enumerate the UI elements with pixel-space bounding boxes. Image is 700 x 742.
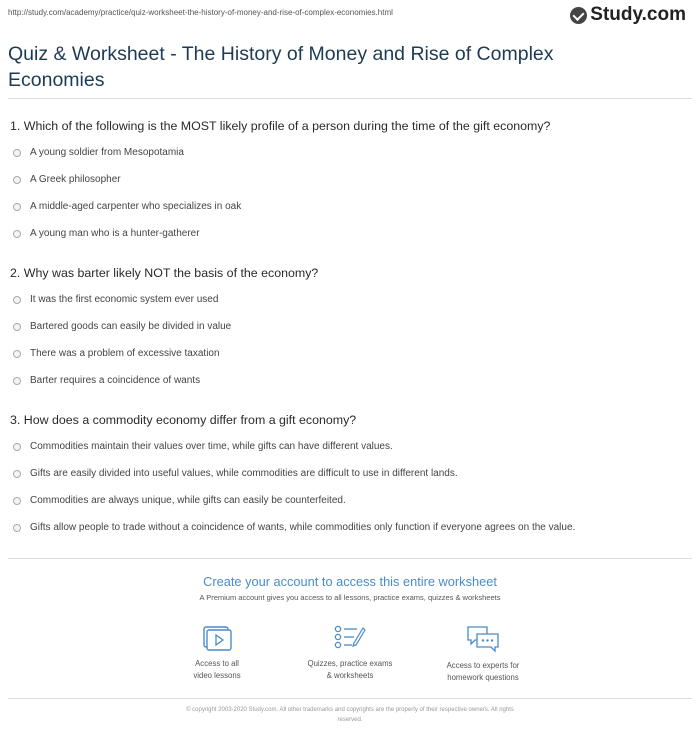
quiz-icon <box>333 624 367 652</box>
copyright-footer: © copyright 2003-2020 Study.com. All other trademarks and copyrights are the property of their respective owners. All rights reserved. <box>186 707 514 723</box>
chat-icon <box>465 624 501 654</box>
radio-icon[interactable] <box>13 149 21 157</box>
radio-icon[interactable] <box>13 323 21 331</box>
radio-icon[interactable] <box>13 350 21 358</box>
feature-label: & worksheets <box>326 671 374 680</box>
question-1: 1. Which of the following is the MOST likely profile of a person during the time of the gift economy? <box>10 119 551 133</box>
promo-subtitle: A Premium account gives you access to all lessons, practice exams, quizzes & worksheets <box>199 593 501 602</box>
option-3d[interactable]: Gifts allow people to trade without a coincidence of wants, while commodities only function if everyone agrees on the value. <box>13 522 575 533</box>
create-account-link[interactable]: Create your account to access this entire worksheet <box>203 574 497 589</box>
feature-quiz <box>290 624 410 682</box>
radio-icon[interactable] <box>13 377 21 385</box>
feature-label: video lessons <box>193 671 241 680</box>
radio-icon[interactable] <box>13 443 21 451</box>
study-logo[interactable] <box>570 4 686 26</box>
radio-icon[interactable] <box>13 230 21 238</box>
radio-icon[interactable] <box>13 296 21 304</box>
feature-label: Quizzes, practice exams <box>307 659 393 668</box>
feature-label: Access to all <box>195 659 239 668</box>
option-1c[interactable]: A middle-aged carpenter who specializes in oak <box>13 201 241 212</box>
page-url: http://study.com/academy/practice/quiz-worksheet-the-history-of-money-and-rise-of-complex-economies.html <box>8 8 393 17</box>
radio-icon[interactable] <box>13 497 21 505</box>
divider <box>8 98 692 99</box>
feature-label: Access to experts for <box>446 661 520 670</box>
question-2: 2. Why was barter likely NOT the basis of the economy? <box>10 266 319 280</box>
question-3: 3. How does a commodity economy differ from a gift economy? <box>10 413 357 427</box>
option-2b[interactable]: Bartered goods can easily be divided in value <box>13 321 231 332</box>
option-1d[interactable]: A young man who is a hunter-gatherer <box>13 228 200 239</box>
feature-experts <box>423 624 543 684</box>
divider <box>8 558 692 559</box>
feature-video <box>157 624 277 682</box>
radio-icon[interactable] <box>13 176 21 184</box>
option-2a[interactable]: It was the first economic system ever used <box>13 294 218 305</box>
option-3c[interactable]: Commodities are always unique, while gifts can easily be counterfeited. <box>13 495 346 506</box>
page-title: Quiz & Worksheet - The History of Money and Rise of Complex Economies <box>8 43 554 91</box>
radio-icon[interactable] <box>13 203 21 211</box>
option-2c[interactable]: There was a problem of excessive taxation <box>13 348 220 359</box>
radio-icon[interactable] <box>13 470 21 478</box>
video-icon <box>201 624 233 652</box>
option-3a[interactable]: Commodities maintain their values over time, while gifts can have different values. <box>13 441 393 452</box>
option-2d[interactable]: Barter requires a coincidence of wants <box>13 375 200 386</box>
radio-icon[interactable] <box>13 524 21 532</box>
divider <box>8 698 692 699</box>
option-3b[interactable]: Gifts are easily divided into useful values, while commodities are difficult to use in different lands. <box>13 468 458 479</box>
option-1b[interactable]: A Greek philosopher <box>13 174 121 185</box>
option-1a[interactable]: A young soldier from Mesopotamia <box>13 147 184 158</box>
feature-label: homework questions <box>447 673 519 682</box>
study-logo-icon <box>570 7 587 24</box>
study-logo-text: Study.com <box>590 4 686 25</box>
